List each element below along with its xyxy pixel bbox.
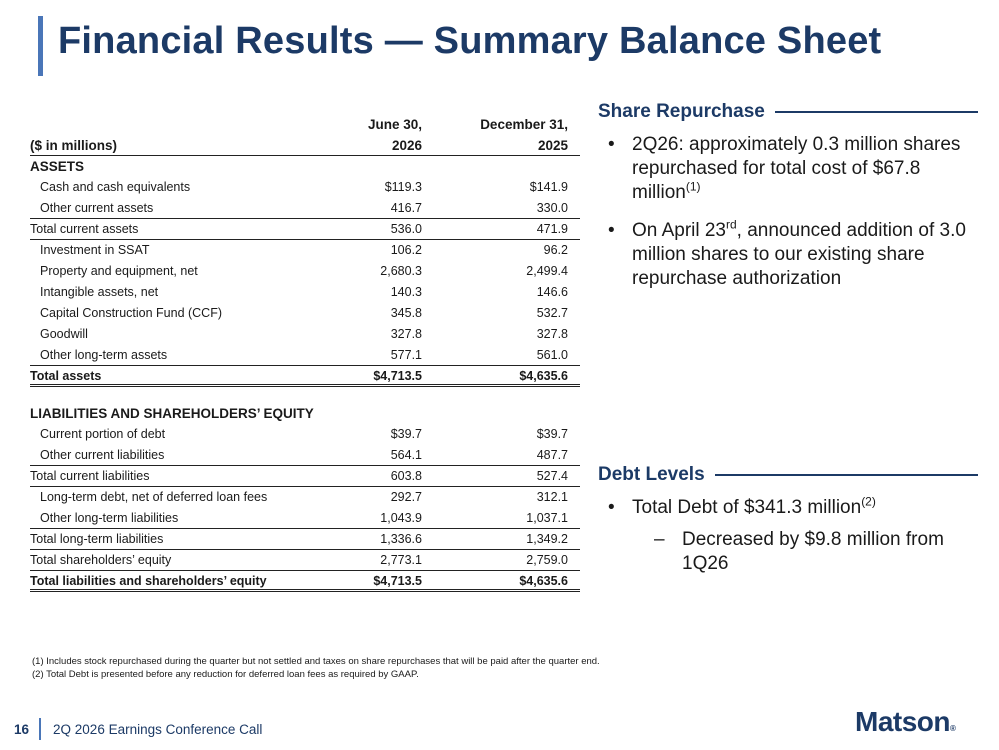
footer-text: 2Q 2026 Earnings Conference Call [53, 721, 263, 737]
debt-levels-heading: Debt Levels [598, 464, 978, 486]
share-repurchase-heading: Share Repurchase [598, 101, 978, 123]
table-header-top [30, 114, 580, 135]
title-accent-bar [38, 16, 43, 76]
table-row: Capital Construction Fund (CCF) 345.8 532.7 [40, 306, 568, 320]
table-row: Property and equipment, net 2,680.3 2,499.4 [40, 264, 568, 278]
table-row: Cash and cash equivalents $119.3 $141.9 [40, 180, 568, 194]
table-row-subtotal: Total shareholders’ equity 2,773.1 2,759.0 [30, 550, 580, 571]
footer [14, 717, 262, 741]
table-row: Other current assets 416.7 330.0 [30, 198, 580, 219]
footnote-2: (2) Total Debt is presented before any reduction for deferred loan fees as required by GAAP. [32, 669, 419, 680]
footer-divider [39, 718, 41, 740]
sub-bullet-item: – Decreased by $9.8 million from 1Q26 [654, 529, 944, 574]
page-number: 16 [14, 721, 30, 737]
bullet-dot-icon: • [608, 497, 615, 518]
share-repurchase-section [598, 101, 978, 305]
table-row-total-liabilities: Total liabilities and shareholders’ equity $4,713.5 $4,635.6 [30, 571, 580, 592]
table-row: Investment in SSAT 106.2 96.2 [40, 243, 568, 257]
table-row-subtotal: Total current assets 536.0 471.9 [30, 219, 580, 240]
matson-logo: Matson® [855, 706, 956, 737]
assets-section-title: ASSETS [30, 159, 85, 174]
table-row: Goodwill 327.8 327.8 [40, 327, 568, 341]
liabilities-section-title: LIABILITIES AND SHAREHOLDERS’ EQUITY [30, 406, 314, 421]
col2-header: 2025 [537, 138, 568, 153]
debt-levels-section [598, 464, 978, 576]
col1-header: 2026 [391, 138, 422, 153]
table-row: Intangible assets, net 140.3 146.6 [40, 285, 568, 299]
table-row: Long-term debt, net of deferred loan fees 292.7 312.1 [40, 490, 568, 504]
bullet-item: • 2Q26: approximately 0.3 million shares repurchased for total cost of $67.8 million$^{(1)}$ [608, 134, 961, 203]
table-row-subtotal: Total long-term liabilities 1,336.6 1,349.2 [30, 529, 580, 550]
col1-header-top: June 30, [367, 117, 422, 132]
table-header [30, 135, 580, 156]
footnotes [32, 655, 600, 681]
table-row-total-assets: Total assets $4,713.5 $4,635.6 [30, 366, 580, 387]
table-row-subtotal: Total current liabilities 603.8 527.4 [30, 466, 580, 487]
bullet-item: • Total Debt of $341.3 million$^{(2)}$ [608, 494, 876, 518]
footnote-1: (1) Includes stock repurchased during the quarter but not settled and taxes on share repurchases that will be paid after the quarter end. [32, 656, 600, 667]
balance-sheet-table [30, 114, 580, 592]
units-label: ($ in millions) [30, 138, 118, 153]
table-row: Other long-term assets 577.1 561.0 [30, 345, 580, 366]
col2-header-top: December 31, [480, 117, 568, 132]
dash-icon: – [654, 529, 665, 550]
heading-rule [775, 111, 978, 113]
page-title: Financial Results — Summary Balance Sheet [58, 20, 882, 62]
bullet-dot-icon: • [608, 134, 615, 155]
table-row: Other long-term liabilities 1,043.9 1,037.1 [30, 508, 580, 529]
bullet-dot-icon: • [608, 220, 615, 241]
bullet-item: • On April 23rd, announced addition of 3.0 million shares to our existing share repurchase authorization [608, 217, 966, 289]
table-row: Current portion of debt $39.7 $39.7 [40, 427, 568, 441]
table-row: Other current liabilities 564.1 487.7 [30, 445, 580, 466]
heading-rule [715, 474, 978, 476]
